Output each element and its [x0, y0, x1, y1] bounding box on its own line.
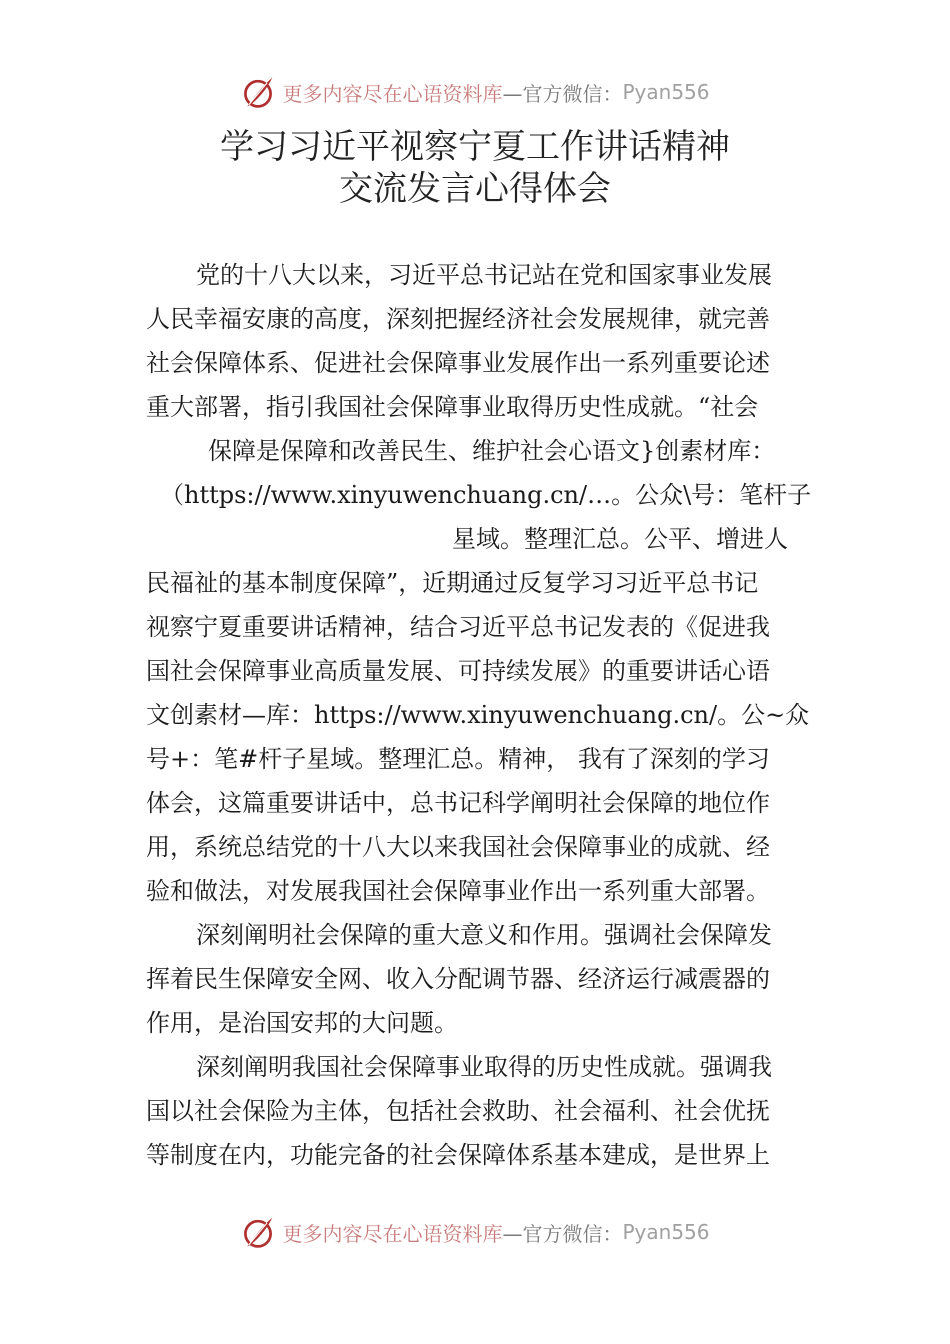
banner-contact-label: —官方微信：	[502, 1221, 623, 1246]
body-line: 深刻阐明社会保障的重大意义和作用。强调社会保障发	[196, 921, 772, 949]
footer-banner	[0, 1210, 950, 1254]
body-line: 重大部署，指引我国社会保障事业取得历史性成就。“社会	[146, 393, 759, 421]
page-title-line-2: 交流发言心得体会	[339, 169, 611, 209]
body-line: 国社会保障事业高质量发展、可持续发展》的重要讲话心语	[146, 657, 770, 685]
body-line: 民福祉的基本制度保障”，近期通过反复学习习近平总书记	[146, 569, 759, 597]
banner-text: 更多内容尽在心语资料库	[282, 1221, 503, 1246]
page-title-line-1: 学习习近平视察宁夏工作讲话精神	[220, 127, 730, 167]
body-line: 挥着民生保障安全网、收入分配调节器、经济运行减震器的	[146, 965, 770, 993]
body-line: 深刻阐明我国社会保障事业取得的历史性成就。强调我	[196, 1053, 772, 1081]
body-line: 保障是保障和改善民生、维护社会心语文}创素材库：	[208, 437, 776, 465]
header-banner	[0, 70, 950, 114]
body-line: 等制度在内，功能完备的社会保障体系基本建成，是世界上	[146, 1141, 770, 1169]
body-line: 视察宁夏重要讲话精神，结合习近平总书记发表的《促进我	[146, 613, 770, 641]
body-line: 星域。整理汇总。公平、增进人	[452, 525, 788, 553]
body-line: 党的十八大以来，习近平总书记站在党和国家事业发展	[196, 261, 772, 289]
body-line: 社会保障体系、促进社会保障事业发展作出一系列重要论述	[146, 349, 770, 377]
body-line: 体会，这篇重要讲话中，总书记科学阐明社会保障的地位作	[146, 789, 770, 817]
banner-text: 更多内容尽在心语资料库	[282, 81, 503, 106]
banner-wechat-id: Pyan556	[622, 80, 710, 104]
body-line: 人民幸福安康的高度，深刻把握经济社会发展规律，就完善	[146, 305, 770, 333]
body-line: 文创素材—库：https://www.xinyuwenchuang.cn/。公~众	[146, 701, 810, 729]
body-line: 验和做法，对发展我国社会保障事业作出一系列重大部署。	[146, 877, 770, 905]
banner-contact-label: —官方微信：	[502, 81, 623, 106]
banner-wechat-id: Pyan556	[622, 1220, 710, 1244]
body-line: 国以社会保险为主体，包括社会救助、社会福利、社会优抚	[146, 1097, 770, 1125]
feather-pen-logo-icon	[240, 74, 276, 110]
body-line: （https://www.xinyuwenchuang.cn/…。公众\号：笔杆子	[160, 481, 812, 509]
feather-pen-logo-icon	[240, 1214, 276, 1250]
body-line: 作用，是治国安邦的大问题。	[146, 1009, 458, 1037]
body-line: 号+：笔#杆子星域。整理汇总。精神， 我有了深刻的学习	[146, 745, 770, 773]
body-line: 用，系统总结党的十八大以来我国社会保障事业的成就、经	[146, 833, 770, 861]
